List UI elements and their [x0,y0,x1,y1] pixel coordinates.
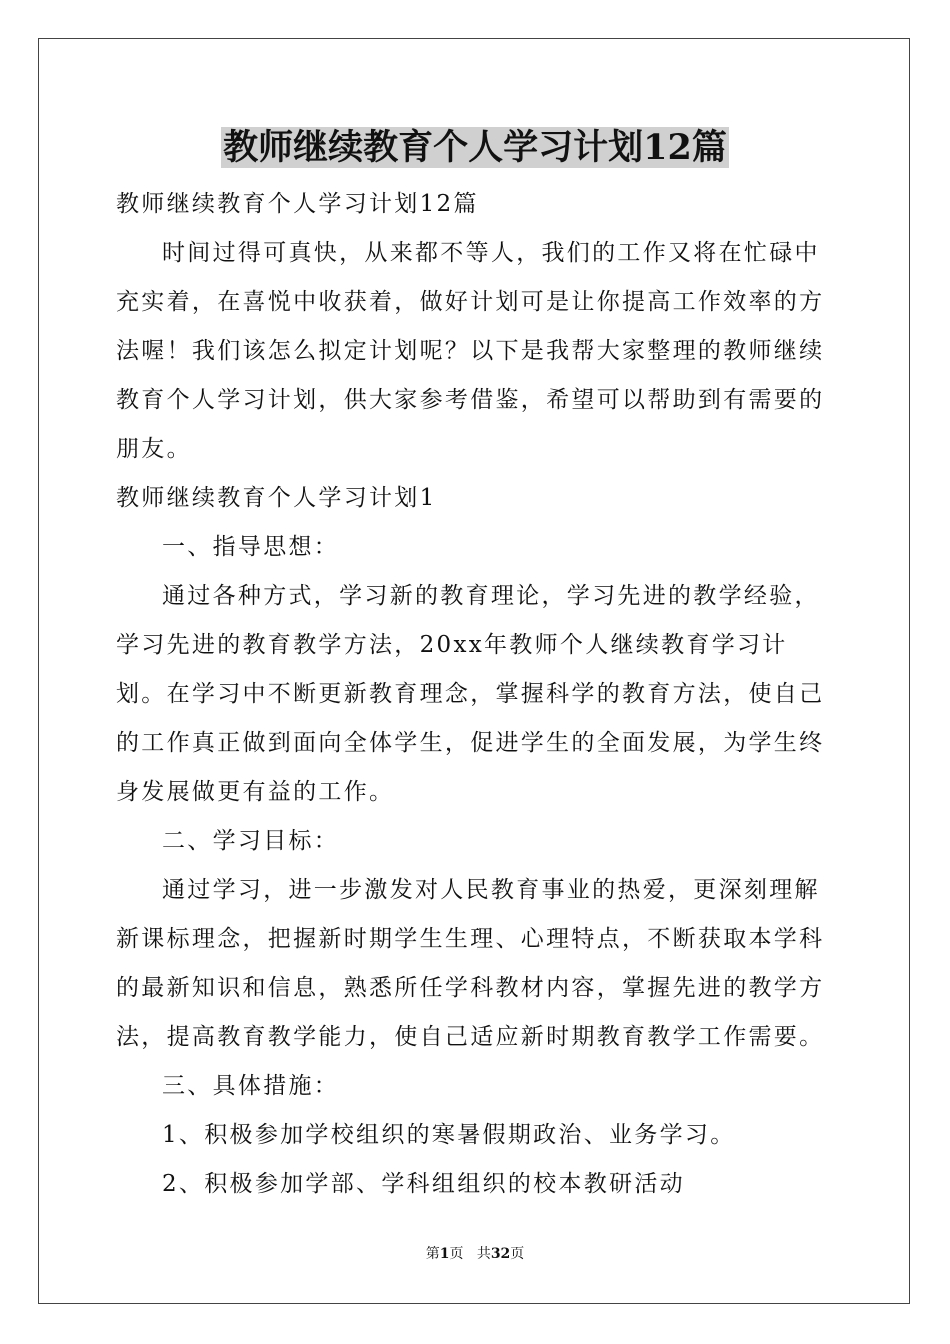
page-prefix: 第 [425,1246,440,1262]
measure-item-2: 2、积极参加学部、学科组组织的校本教研活动 [162,1171,685,1197]
measure-item-1: 1、积极参加学校组织的寒暑假期政治、业务学习。 [162,1122,736,1148]
section-3-heading: 三、具体措施： [162,1073,340,1099]
document-body [116,180,836,1209]
title-text: 教师继续教育个人学习计划12篇 [223,127,727,168]
section-2-heading: 二、学习目标： [162,828,340,854]
page-number: 1 [439,1246,450,1262]
page-footer [0,1244,950,1264]
total-pages: 32 [490,1246,511,1262]
total-prefix: 共 [476,1246,491,1262]
page-suffix: 页 [449,1246,464,1262]
section-2-body: 通过学习，进一步激发对人民教育事业的热爱，更深刻理解新课标理念，把握新时期学生生理、心理特点，不断获取本学科的最新知识和信息，熟悉所任学科教材内容，掌握先进的教学方法，提高教育教学能力，使自己适应新时期教育教学工作需要。 [116,877,825,1050]
total-suffix: 页 [510,1246,525,1262]
section-1-body: 通过各种方式，学习新的教育理论，学习先进的教学经验，学习先进的教育教学方法，20xx年教师个人继续教育学习计划。在学习中不断更新教育理念，掌握科学的教育方法，使自己的工作真正做到面向全体学生，促进学生的全面发展，为学生终身发展做更有益的工作。 [116,583,825,805]
intro-paragraph: 时间过得可真快，从来都不等人，我们的工作又将在忙碌中充实着，在喜悦中收获着，做好计划可是让你提高工作效率的方法喔！我们该怎么拟定计划呢？以下是我帮大家整理的教师继续教育个人学习计划，供大家参考借鉴，希望可以帮助到有需要的朋友。 [116,240,825,462]
plan-heading: 教师继续教育个人学习计划1 [116,485,437,511]
document-title [0,120,950,176]
subtitle: 教师继续教育个人学习计划12篇 [116,191,479,217]
section-1-heading: 一、指导思想： [162,534,340,560]
